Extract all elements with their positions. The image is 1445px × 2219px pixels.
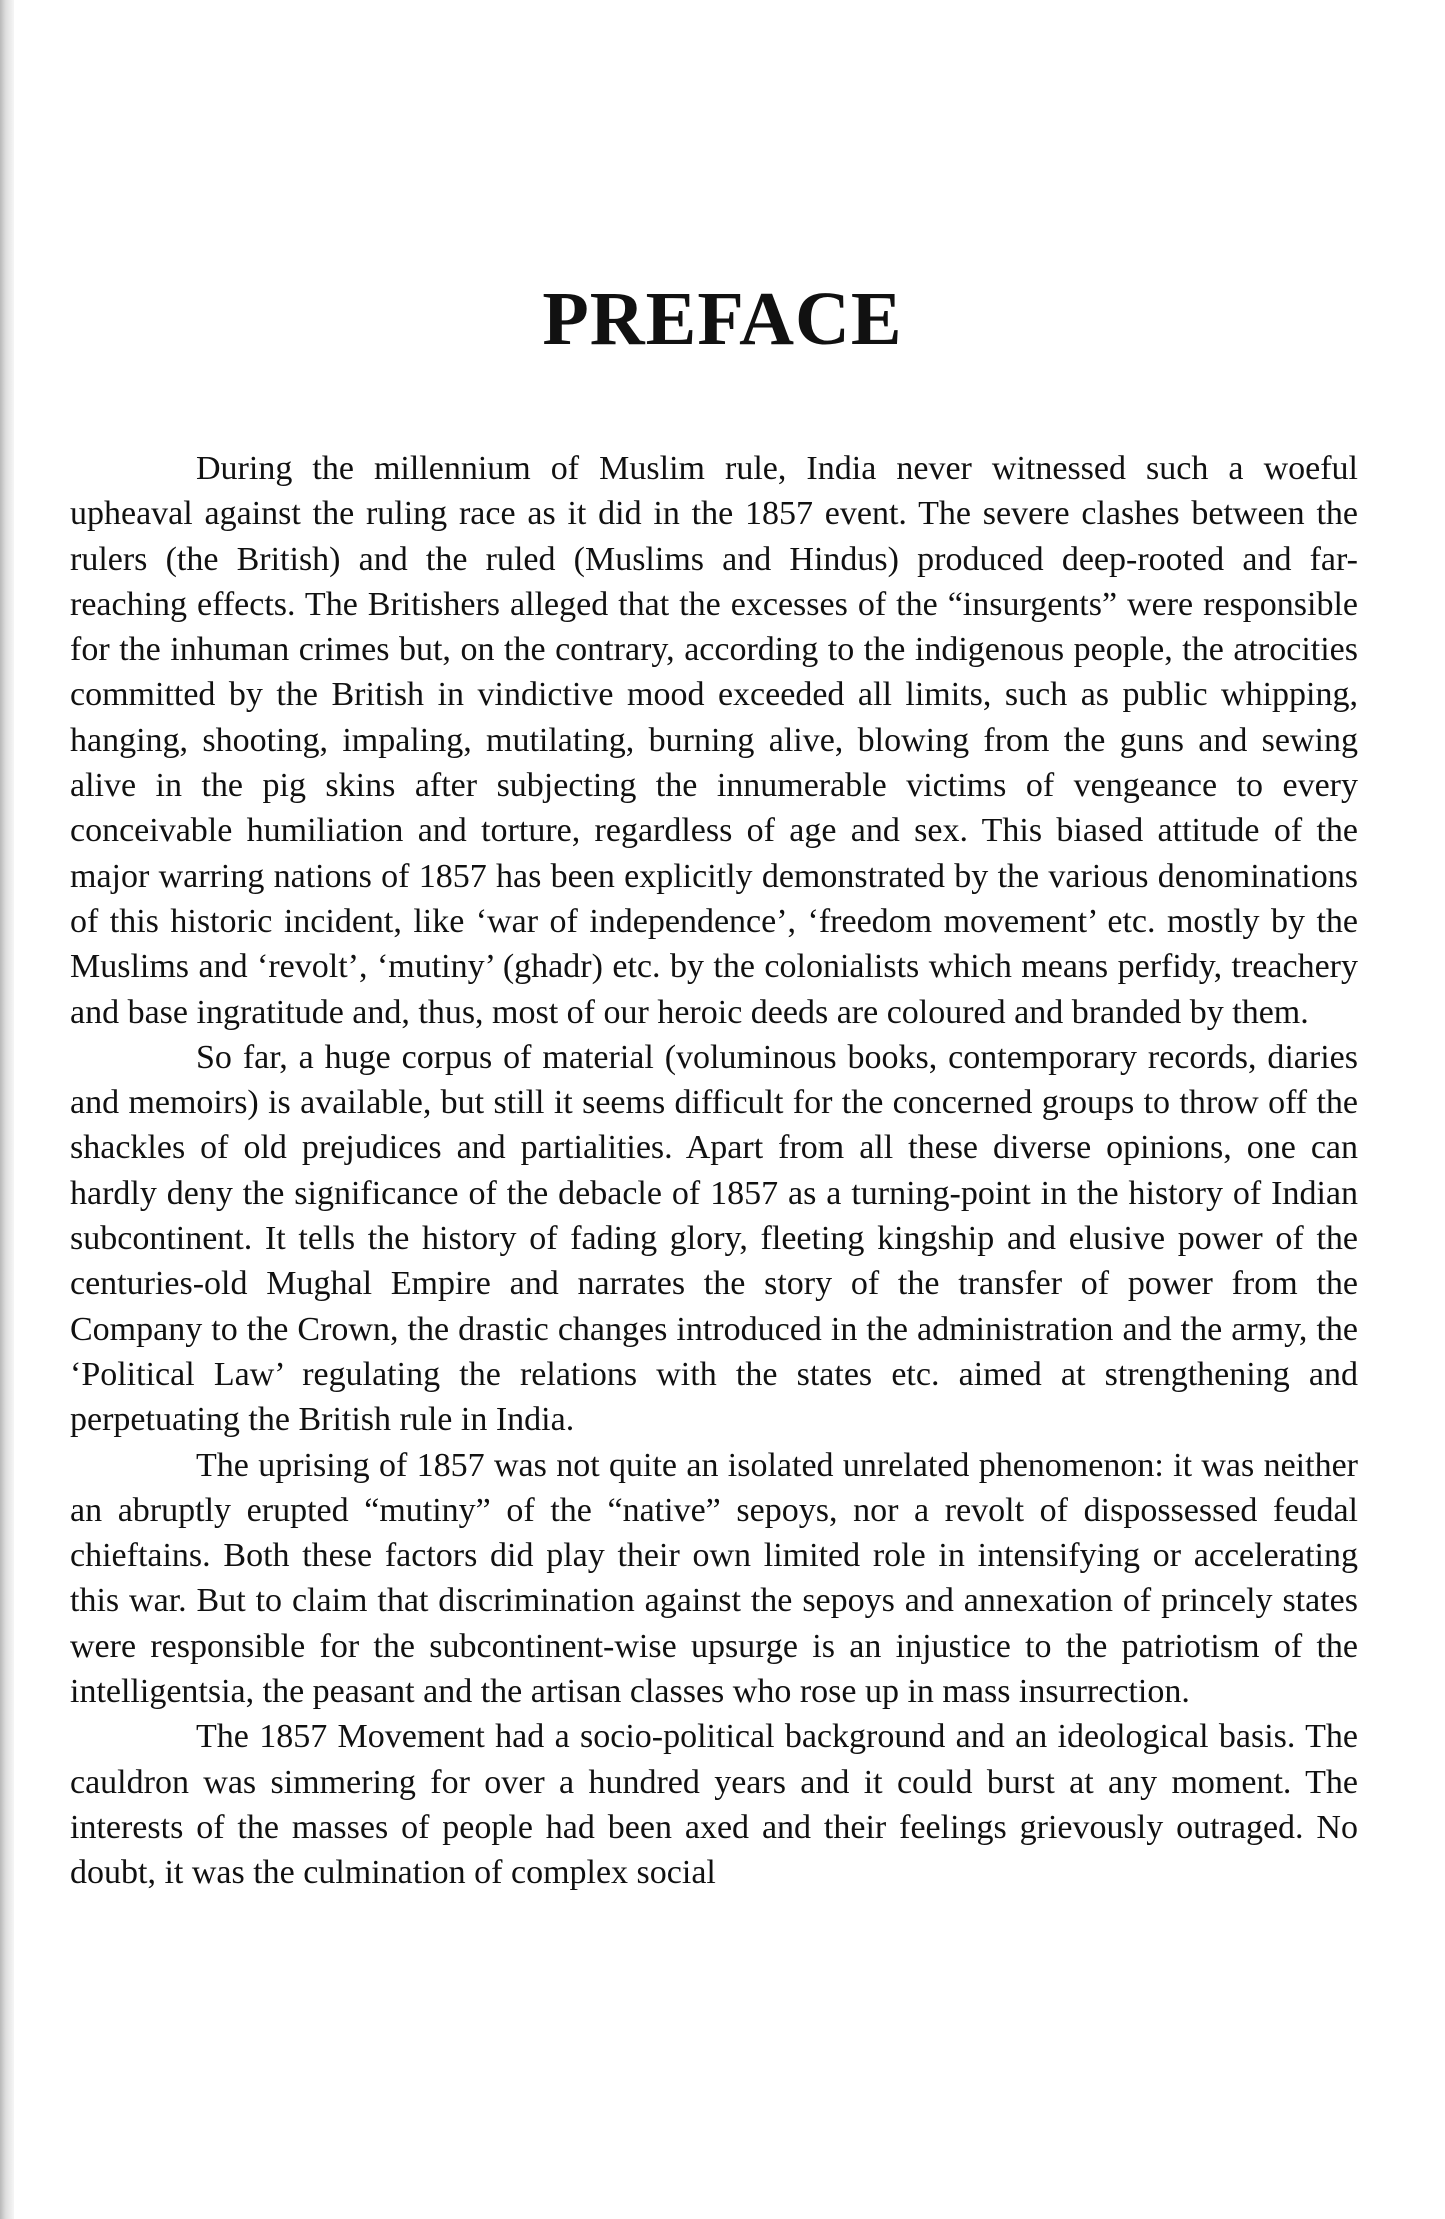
preface-body: [70, 446, 1358, 1896]
paragraph-1: During the millennium of Muslim rule, India never witnessed such a woeful upheaval against the ruling race as it did in the 1857 event. The severe clashes between the rulers (the British) and the ruled (Muslims and Hindus) produced deep-rooted and far-reaching effects. The Britishers alleged that the excesses of the “insurgents” were responsible for the inhuman crimes but, on the contrary, according to the indigenous people, the atrocities committed by the British in vindictive mood exceeded all limits, such as public whipping, hanging, shooting, impaling, mutilating, burning alive, blowing from the guns and sewing alive in the pig skins after subjecting the innumerable victims of vengeance to every conceivable humiliation and torture, regardless of age and sex. This biased attitude of the major warring nations of 1857 has been explicitly demonstrated by the various denominations of this historic incident, like ‘war of independence’, ‘freedom movement’ etc. mostly by the Muslims and ‘revolt’, ‘mutiny’ (ghadr) etc. by the colonialists which means perfidy, treachery and base ingratitude and, thus, most of our heroic deeds are coloured and branded by them.: [70, 450, 1358, 1031]
paragraph-4: The 1857 Movement had a socio-political background and an ideological basis. The cauldron was simmering for over a hundred years and it could burst at any moment. The interests of the masses of people had been axed and their feelings grievously outraged. No doubt, it was the culmination of complex social: [70, 1718, 1358, 1892]
paragraph-3: The uprising of 1857 was not quite an isolated unrelated phenomenon: it was neither an abruptly erupted “mutiny” of the “native” sepoys, nor a revolt of dispossessed feudal chieftains. Both these factors did play their own limited role in intensifying or accelerating this war. But to claim that discrimination against the sepoys and annexation of princely states were responsible for the subcontinent-wise upsurge is an injustice to the patriotism of the intelligentsia, the peasant and the artisan classes who rose up in mass insurrection.: [70, 1446, 1358, 1711]
paragraph-2: So far, a huge corpus of material (voluminous books, contemporary records, diaries and memoirs) is available, but still it seems difficult for the concerned groups to throw off the shackles of old prejudices and partialities. Apart from all these diverse opinions, one can hardly deny the significance of the debacle of 1857 as a turning-point in the history of Indian subcontinent. It tells the history of fading glory, fleeting kingship and elusive power of the centuries-old Mughal Empire and narrates the story of the transfer of power from the Company to the Crown, the drastic changes introduced in the administration and the army, the ‘Political Law’ regulating the relations with the states etc. aimed at strengthening and perpetuating the British rule in India.: [70, 1038, 1358, 1439]
page-title: PREFACE: [542, 277, 903, 361]
